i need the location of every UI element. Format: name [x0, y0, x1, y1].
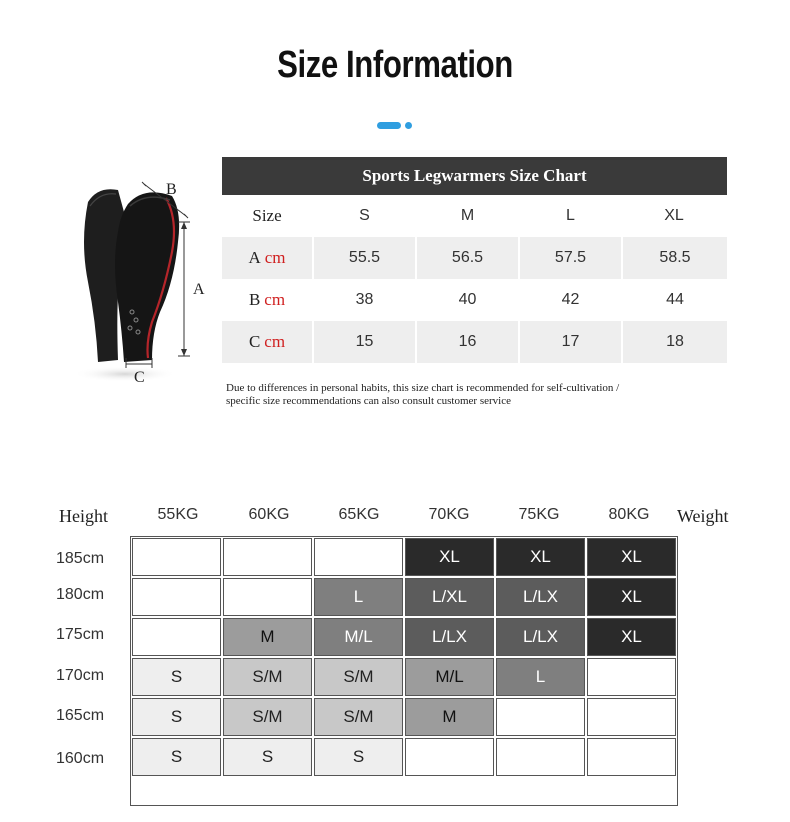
grid-cell: L/LX — [496, 578, 585, 616]
weight-col-label: 80KG — [608, 506, 650, 523]
grid-cell: S — [132, 698, 221, 736]
size-col-xl: XL — [623, 195, 727, 237]
disclaimer-line: Due to differences in personal habits, this size chart is recommended for self-cultivation / — [226, 382, 620, 394]
height-row-label: 175cm — [56, 626, 105, 643]
height-row-label: 170cm — [56, 667, 105, 684]
table-cell: 40 — [417, 279, 520, 321]
grid-cell: S/M — [223, 698, 312, 736]
height-row-label: 180cm — [56, 586, 105, 603]
row-name: B — [248, 290, 261, 309]
size-disclaimer — [226, 382, 726, 408]
table-cell: 56.5 — [417, 237, 520, 279]
row-label — [222, 237, 314, 279]
grid-cell: S/M — [314, 658, 403, 696]
size-header-row — [222, 195, 727, 237]
height-row-label: 160cm — [56, 750, 105, 767]
table-cell: 15 — [314, 321, 417, 363]
measurement-row-b — [222, 279, 727, 321]
accent-pill — [377, 122, 401, 129]
size-col-s: S — [314, 195, 417, 237]
grid-cell: S/M — [223, 658, 312, 696]
grid-cell — [132, 618, 221, 656]
grid-cell: XL — [587, 538, 676, 576]
accent-dot — [405, 122, 412, 129]
grid-cell: L/XL — [405, 578, 494, 616]
size-col-m: M — [417, 195, 520, 237]
weight-col-label: 75KG — [518, 506, 560, 523]
row-unit: cm — [264, 248, 286, 267]
page-title: Size Information — [277, 44, 513, 86]
grid-cell — [496, 698, 585, 736]
grid-cell — [132, 578, 221, 616]
grid-cell — [314, 538, 403, 576]
grid-cell — [587, 738, 676, 776]
grid-cell: L — [496, 658, 585, 696]
grid-cell — [587, 698, 676, 736]
height-row-label: 165cm — [56, 707, 105, 724]
grid-cell — [587, 658, 676, 696]
grid-cell: S/M — [314, 698, 403, 736]
grid-cell: S — [132, 738, 221, 776]
grid-cell: S — [314, 738, 403, 776]
grid-cell: L — [314, 578, 403, 616]
size-chart-title: Sports Legwarmers Size Chart — [222, 157, 727, 195]
row-label — [222, 321, 314, 363]
row-name: A — [248, 248, 261, 267]
weight-col-label: 55KG — [157, 506, 199, 523]
grid-cell: XL — [405, 538, 494, 576]
table-cell: 17 — [520, 321, 623, 363]
table-cell: 44 — [666, 291, 684, 308]
table-cell: 16 — [417, 321, 520, 363]
grid-cell: M — [223, 618, 312, 656]
table-cell: 55.5 — [314, 237, 417, 279]
grid-cell: XL — [587, 618, 676, 656]
weight-axis-label: Weight — [677, 506, 729, 526]
disclaimer-line: specific size recommendations can also consult customer service — [226, 395, 511, 407]
legwarmer-diagram — [60, 172, 220, 387]
grid-cell — [496, 738, 585, 776]
grid-cell — [223, 578, 312, 616]
row-name: C — [248, 332, 261, 351]
measurement-row-c — [222, 321, 727, 363]
grid-cell — [132, 538, 221, 576]
grid-cell: L/LX — [496, 618, 585, 656]
table-cell: 58.5 — [659, 249, 691, 266]
row-unit: cm — [264, 290, 286, 309]
size-chart-table — [222, 157, 727, 363]
size-label: Size — [222, 195, 314, 237]
table-cell: 57.5 — [520, 237, 623, 279]
grid-cell: S — [132, 658, 221, 696]
title-decoration — [377, 122, 417, 130]
weight-col-label: 60KG — [248, 506, 290, 523]
grid-cell: S — [223, 738, 312, 776]
weight-col-label: 70KG — [428, 506, 470, 523]
grid-cell: M/L — [405, 658, 494, 696]
grid-cell — [223, 538, 312, 576]
row-unit: cm — [264, 332, 286, 351]
height-weight-size-grid — [130, 536, 678, 806]
weight-col-label: 65KG — [338, 506, 380, 523]
height-row-label: 185cm — [56, 550, 105, 567]
dimension-a-label: A — [193, 281, 205, 298]
height-axis-label: Height — [59, 506, 108, 526]
table-cell: 18 — [666, 333, 684, 350]
grid-cell: M — [405, 698, 494, 736]
row-label — [222, 279, 314, 321]
size-col-l: L — [520, 195, 623, 237]
legwarmer-illustration — [60, 172, 220, 387]
grid-cell — [405, 738, 494, 776]
grid-cell: L/LX — [405, 618, 494, 656]
grid-cell: XL — [496, 538, 585, 576]
grid-cell: M/L — [314, 618, 403, 656]
dimension-c-label: C — [134, 369, 145, 386]
dimension-b-label: B — [166, 181, 177, 198]
grid-cell: XL — [587, 578, 676, 616]
table-cell: 38 — [314, 279, 417, 321]
table-cell: 42 — [520, 279, 623, 321]
measurement-row-a — [222, 237, 727, 279]
